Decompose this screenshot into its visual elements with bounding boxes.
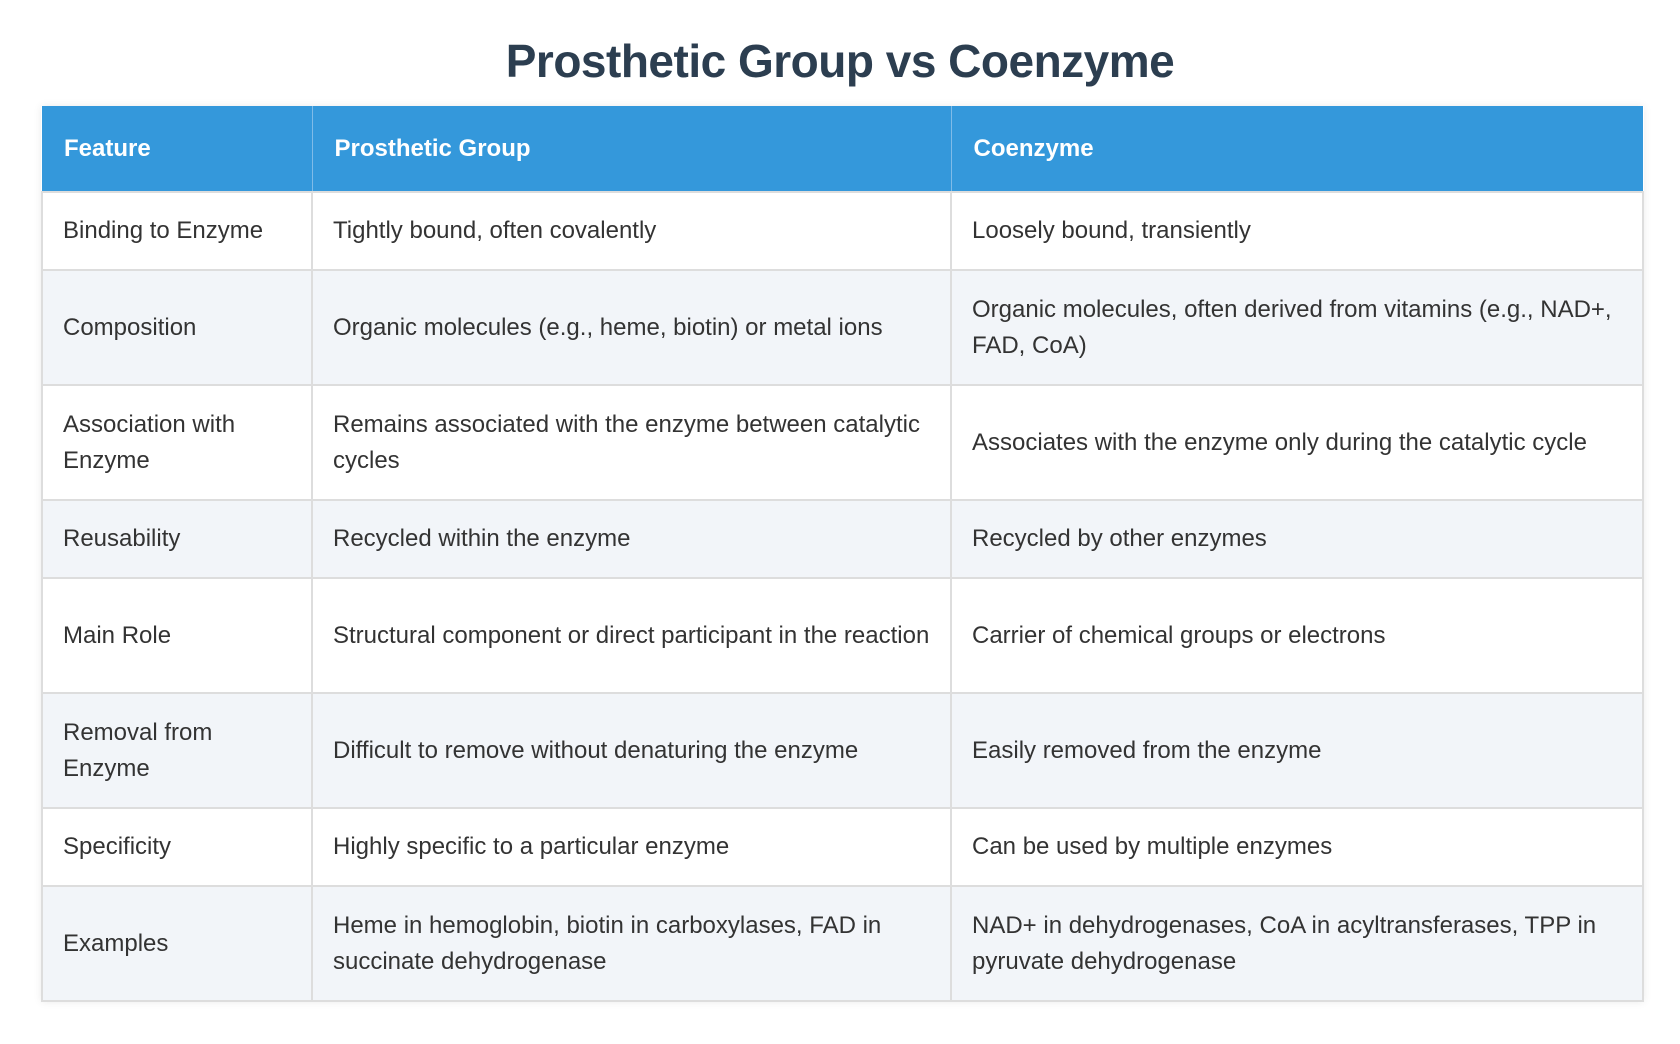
table-row	[42, 578, 1643, 693]
table-header	[42, 106, 1643, 192]
coenzyme-cell: Organic molecules, often derived from vitamins (e.g., NAD+, FAD, CoA)	[951, 270, 1643, 385]
feature-cell: Binding to Enzyme	[42, 192, 312, 270]
feature-cell: Removal from Enzyme	[42, 693, 312, 808]
table-row	[42, 500, 1643, 578]
table-row	[42, 192, 1643, 270]
feature-cell: Main Role	[42, 578, 312, 693]
coenzyme-cell: Recycled by other enzymes	[951, 500, 1643, 578]
comparison-table	[41, 106, 1644, 1002]
column-header-feature: Feature	[42, 106, 312, 192]
feature-cell: Specificity	[42, 808, 312, 886]
coenzyme-cell: Loosely bound, transiently	[951, 192, 1643, 270]
column-header-prosthetic-group: Prosthetic Group	[312, 106, 951, 192]
prosthetic-group-cell: Highly specific to a particular enzyme	[312, 808, 951, 886]
prosthetic-group-cell: Organic molecules (e.g., heme, biotin) or metal ions	[312, 270, 951, 385]
coenzyme-cell: Associates with the enzyme only during the catalytic cycle	[951, 385, 1643, 500]
prosthetic-group-cell: Tightly bound, often covalently	[312, 192, 951, 270]
prosthetic-group-cell: Recycled within the enzyme	[312, 500, 951, 578]
table-row	[42, 270, 1643, 385]
coenzyme-cell: Can be used by multiple enzymes	[951, 808, 1643, 886]
prosthetic-group-cell: Difficult to remove without denaturing the enzyme	[312, 693, 951, 808]
table-row	[42, 385, 1643, 500]
coenzyme-cell: Carrier of chemical groups or electrons	[951, 578, 1643, 693]
table-row	[42, 693, 1643, 808]
feature-cell: Composition	[42, 270, 312, 385]
prosthetic-group-cell: Structural component or direct participant in the reaction	[312, 578, 951, 693]
header-row	[42, 106, 1643, 192]
comparison-table-container	[41, 106, 1642, 1002]
table-body	[42, 192, 1643, 1001]
column-header-coenzyme: Coenzyme	[951, 106, 1643, 192]
coenzyme-cell: Easily removed from the enzyme	[951, 693, 1643, 808]
feature-cell: Reusability	[42, 500, 312, 578]
prosthetic-group-cell: Heme in hemoglobin, biotin in carboxylases, FAD in succinate dehydrogenase	[312, 886, 951, 1001]
prosthetic-group-cell: Remains associated with the enzyme between catalytic cycles	[312, 385, 951, 500]
table-row	[42, 886, 1643, 1001]
page-title: Prosthetic Group vs Coenzyme	[505, 35, 1175, 87]
feature-cell: Examples	[42, 886, 312, 1001]
table-row	[42, 808, 1643, 886]
coenzyme-cell: NAD+ in dehydrogenases, CoA in acyltransferases, TPP in pyruvate dehydrogenase	[951, 886, 1643, 1001]
feature-cell: Association with Enzyme	[42, 385, 312, 500]
